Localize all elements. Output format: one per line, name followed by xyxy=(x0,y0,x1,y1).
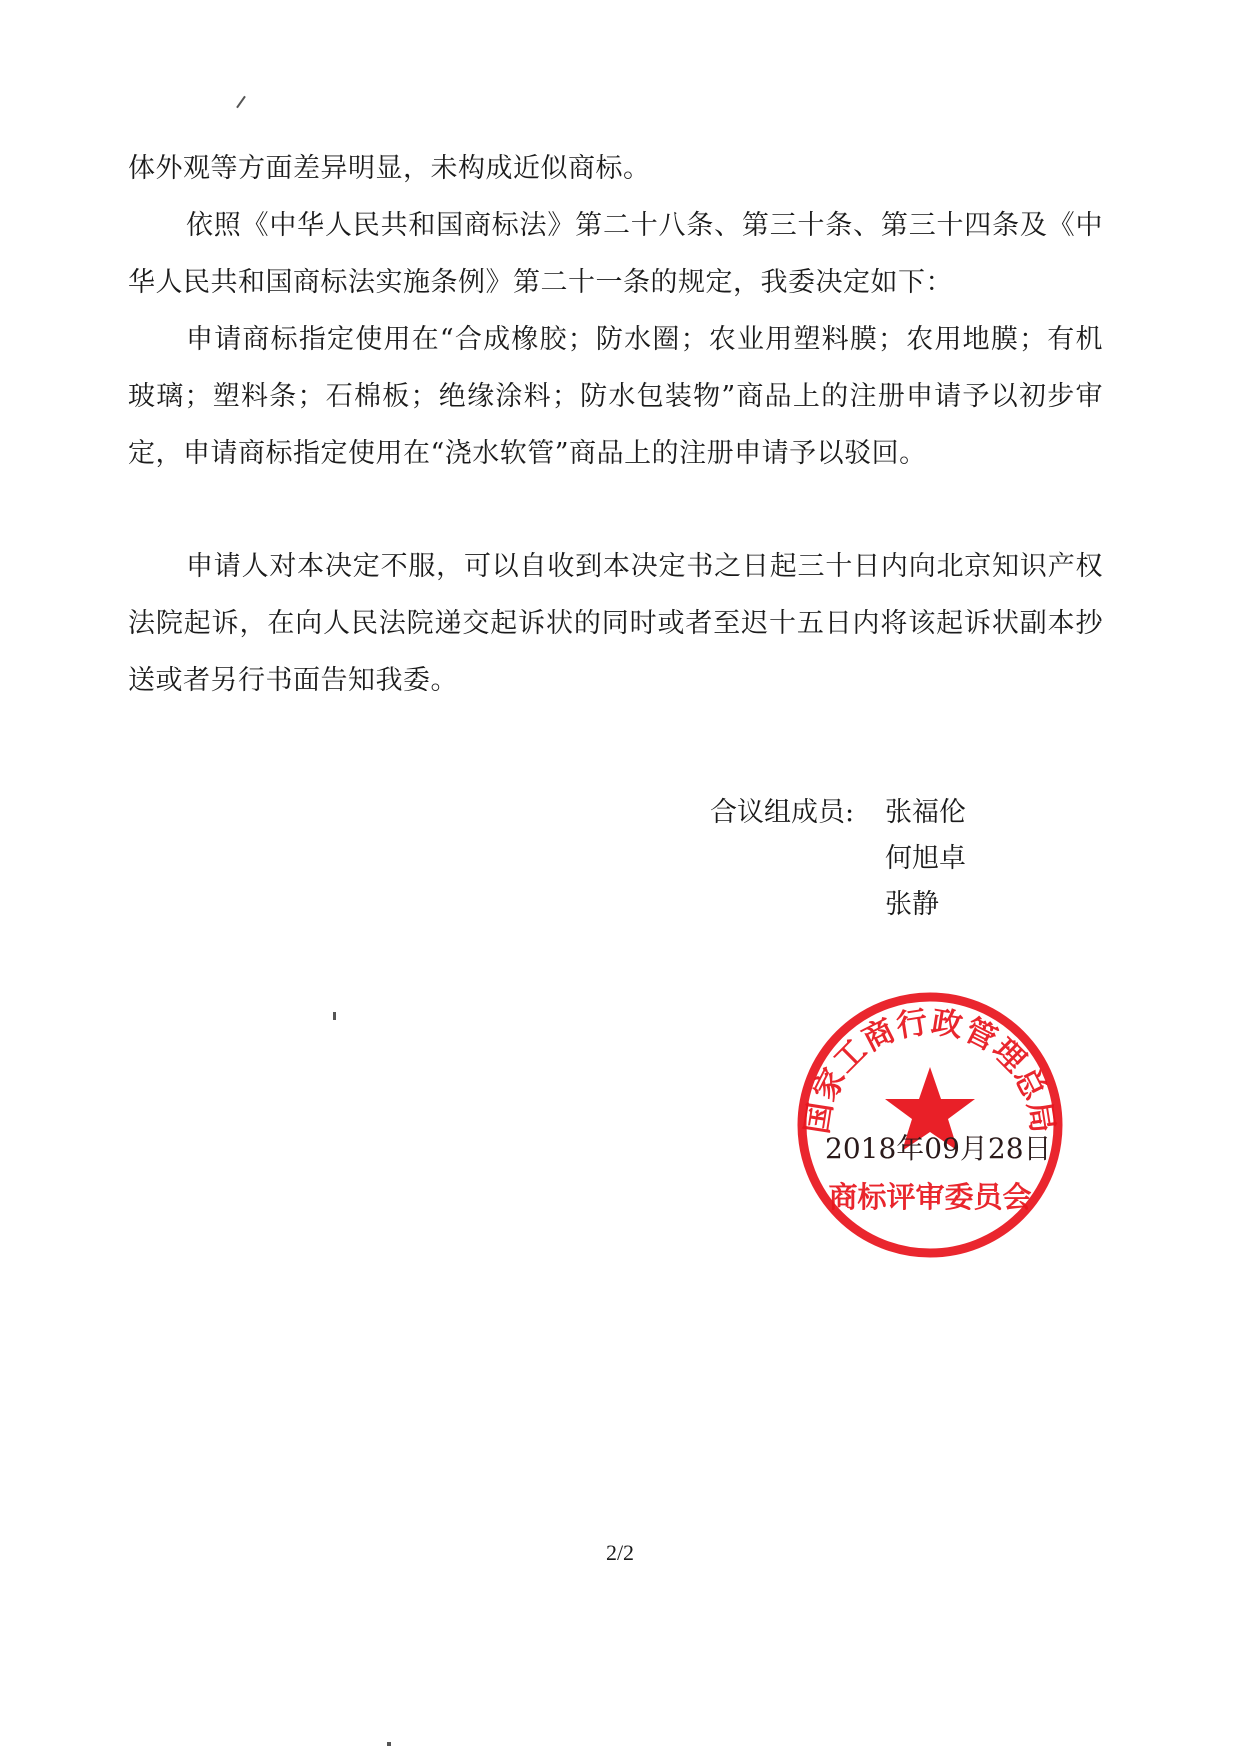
member-name: 何旭卓 xyxy=(885,843,966,874)
paragraph-3: 申请商标指定使用在“合成橡胶；防水圈；农业用塑料膜；农用地膜；有机玻璃；塑料条；石棉板；绝缘涂料；防水包装物”商品上的注册申请予以初步审定，申请商标指定使用在“浇水软管”商品上的注册申请予以驳回。 xyxy=(128,324,1103,469)
member-name: 张福伦 xyxy=(885,797,966,828)
scan-mark xyxy=(236,96,246,109)
scan-mark xyxy=(333,1012,336,1020)
panel-label: 合议组成员: xyxy=(710,797,855,828)
official-seal-stamp xyxy=(790,985,1070,1265)
paragraph-2: 依照《中华人民共和国商标法》第二十八条、第三十条、第三十四条及《中华人民共和国商标法实施条例》第二十一条的规定，我委决定如下： xyxy=(128,210,1103,298)
paragraph-4: 申请人对本决定不服，可以自收到本决定书之日起三十日内向北京知识产权法院起诉，在向人民法院递交起诉状的同时或者至迟十五日内将该起诉状副本抄送或者另行书面告知我委。 xyxy=(128,551,1103,696)
seal-top-text: 国家工商行政管理总局 xyxy=(799,1004,1061,1137)
scan-mark xyxy=(387,1742,391,1746)
seal-bottom-text: 商标评审委员会 xyxy=(828,1180,1032,1214)
panel-members xyxy=(710,790,966,928)
page-number: 2/2 xyxy=(605,1540,635,1565)
decision-date: 2018年09月28日 xyxy=(825,1132,1052,1165)
member-name: 张静 xyxy=(885,889,939,920)
paragraph-1: 体外观等方面差异明显，未构成近似商标。 xyxy=(128,153,651,184)
